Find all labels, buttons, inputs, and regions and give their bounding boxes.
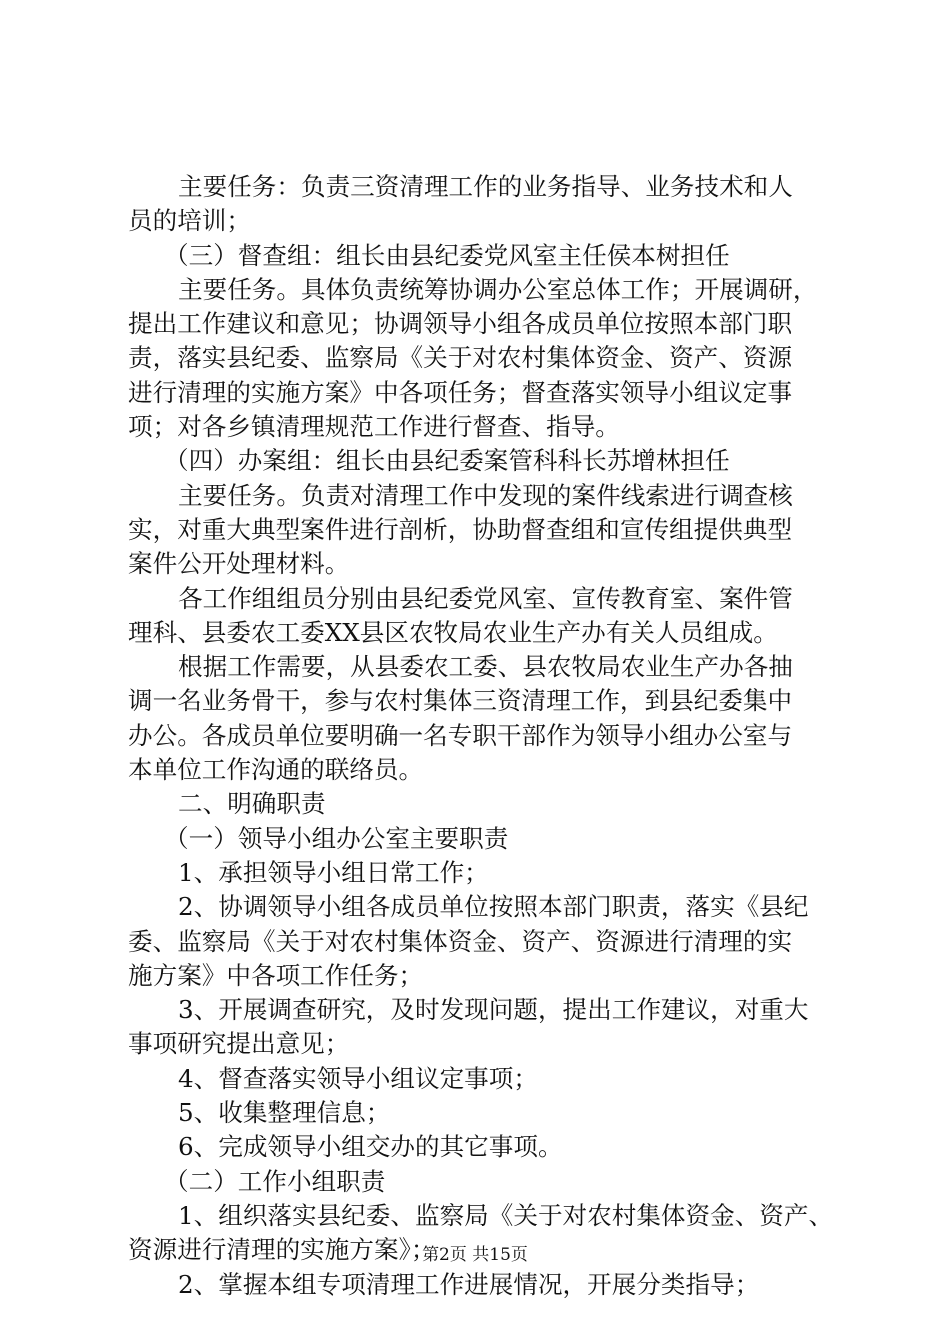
- document-body: [128, 170, 850, 1302]
- text-line: 责，落实县纪委、监察局《关于对农村集体资金、资产、资源: [128, 343, 793, 373]
- text-line: 员的培训；: [128, 206, 251, 236]
- text-line: 实，对重大典型案件进行剖析，协助督查组和宣传组提供典型: [128, 514, 793, 544]
- text-line: 调一名业务骨干，参与农村集体三资清理工作，到县纪委集中: [128, 686, 793, 716]
- text-line: 4、督查落实领导小组议定事项；: [178, 1063, 538, 1093]
- text-line: 二、明确职责: [178, 789, 326, 819]
- text-line: 2、协调领导小组各成员单位按照本部门职责，落实《县纪: [178, 892, 809, 922]
- text-line: 提出工作建议和意见；协调领导小组各成员单位按照本部门职: [128, 309, 793, 339]
- text-line: 办公。各成员单位要明确一名专职干部作为领导小组办公室与: [128, 720, 793, 750]
- text-line: （四）办案组：组长由县纪委案管科科长苏增林担任: [164, 446, 730, 476]
- text-line: （三）督查组：组长由县纪委党风室主任侯本树担任: [164, 240, 730, 270]
- text-line: 进行清理的实施方案》中各项任务；督查落实领导小组议定事: [128, 377, 793, 407]
- text-line: 1、组织落实县纪委、监察局《关于对农村集体资金、资产、: [178, 1200, 834, 1230]
- text-line: 主要任务。具体负责统筹协调办公室总体工作；开展调研，: [178, 274, 818, 304]
- text-line: 项；对各乡镇清理规范工作进行督查、指导。: [128, 412, 620, 442]
- text-line: 主要任务。负责对清理工作中发现的案件线索进行调查核: [178, 480, 793, 510]
- text-line: 2、掌握本组专项清理工作进展情况，开展分类指导；: [178, 1269, 760, 1299]
- text-line: 资源进行清理的实施方案》；: [128, 1235, 436, 1265]
- text-line: 根据工作需要，从县委农工委、县农牧局农业生产办各抽: [178, 652, 793, 682]
- text-line: 本单位工作沟通的联络员。: [128, 755, 424, 785]
- text-line: 理科、县委农工委XX县区农牧局农业生产办有关人员组成。: [128, 617, 778, 647]
- text-line: 6、完成领导小组交办的其它事项。: [178, 1132, 563, 1162]
- text-line: 5、收集整理信息；: [178, 1098, 391, 1128]
- page-footer: 第2页 共15页: [422, 1245, 528, 1265]
- text-line: 施方案》中各项工作任务；: [128, 960, 424, 990]
- text-line: 委、监察局《关于对农村集体资金、资产、资源进行清理的实: [128, 926, 793, 956]
- text-line: 事项研究提出意见；: [128, 1029, 350, 1059]
- text-line: 案件公开处理材料。: [128, 549, 350, 579]
- text-line: 3、开展调查研究，及时发现问题，提出工作建议，对重大: [178, 995, 809, 1025]
- text-line: 各工作组组员分别由县纪委党风室、宣传教育室、案件管: [178, 583, 793, 613]
- text-line: （二）工作小组职责: [164, 1166, 386, 1196]
- text-line: 1、承担领导小组日常工作；: [178, 857, 489, 887]
- text-line: （一）领导小组办公室主要职责: [164, 823, 509, 853]
- text-line: 主要任务：负责三资清理工作的业务指导、业务技术和人: [178, 172, 793, 201]
